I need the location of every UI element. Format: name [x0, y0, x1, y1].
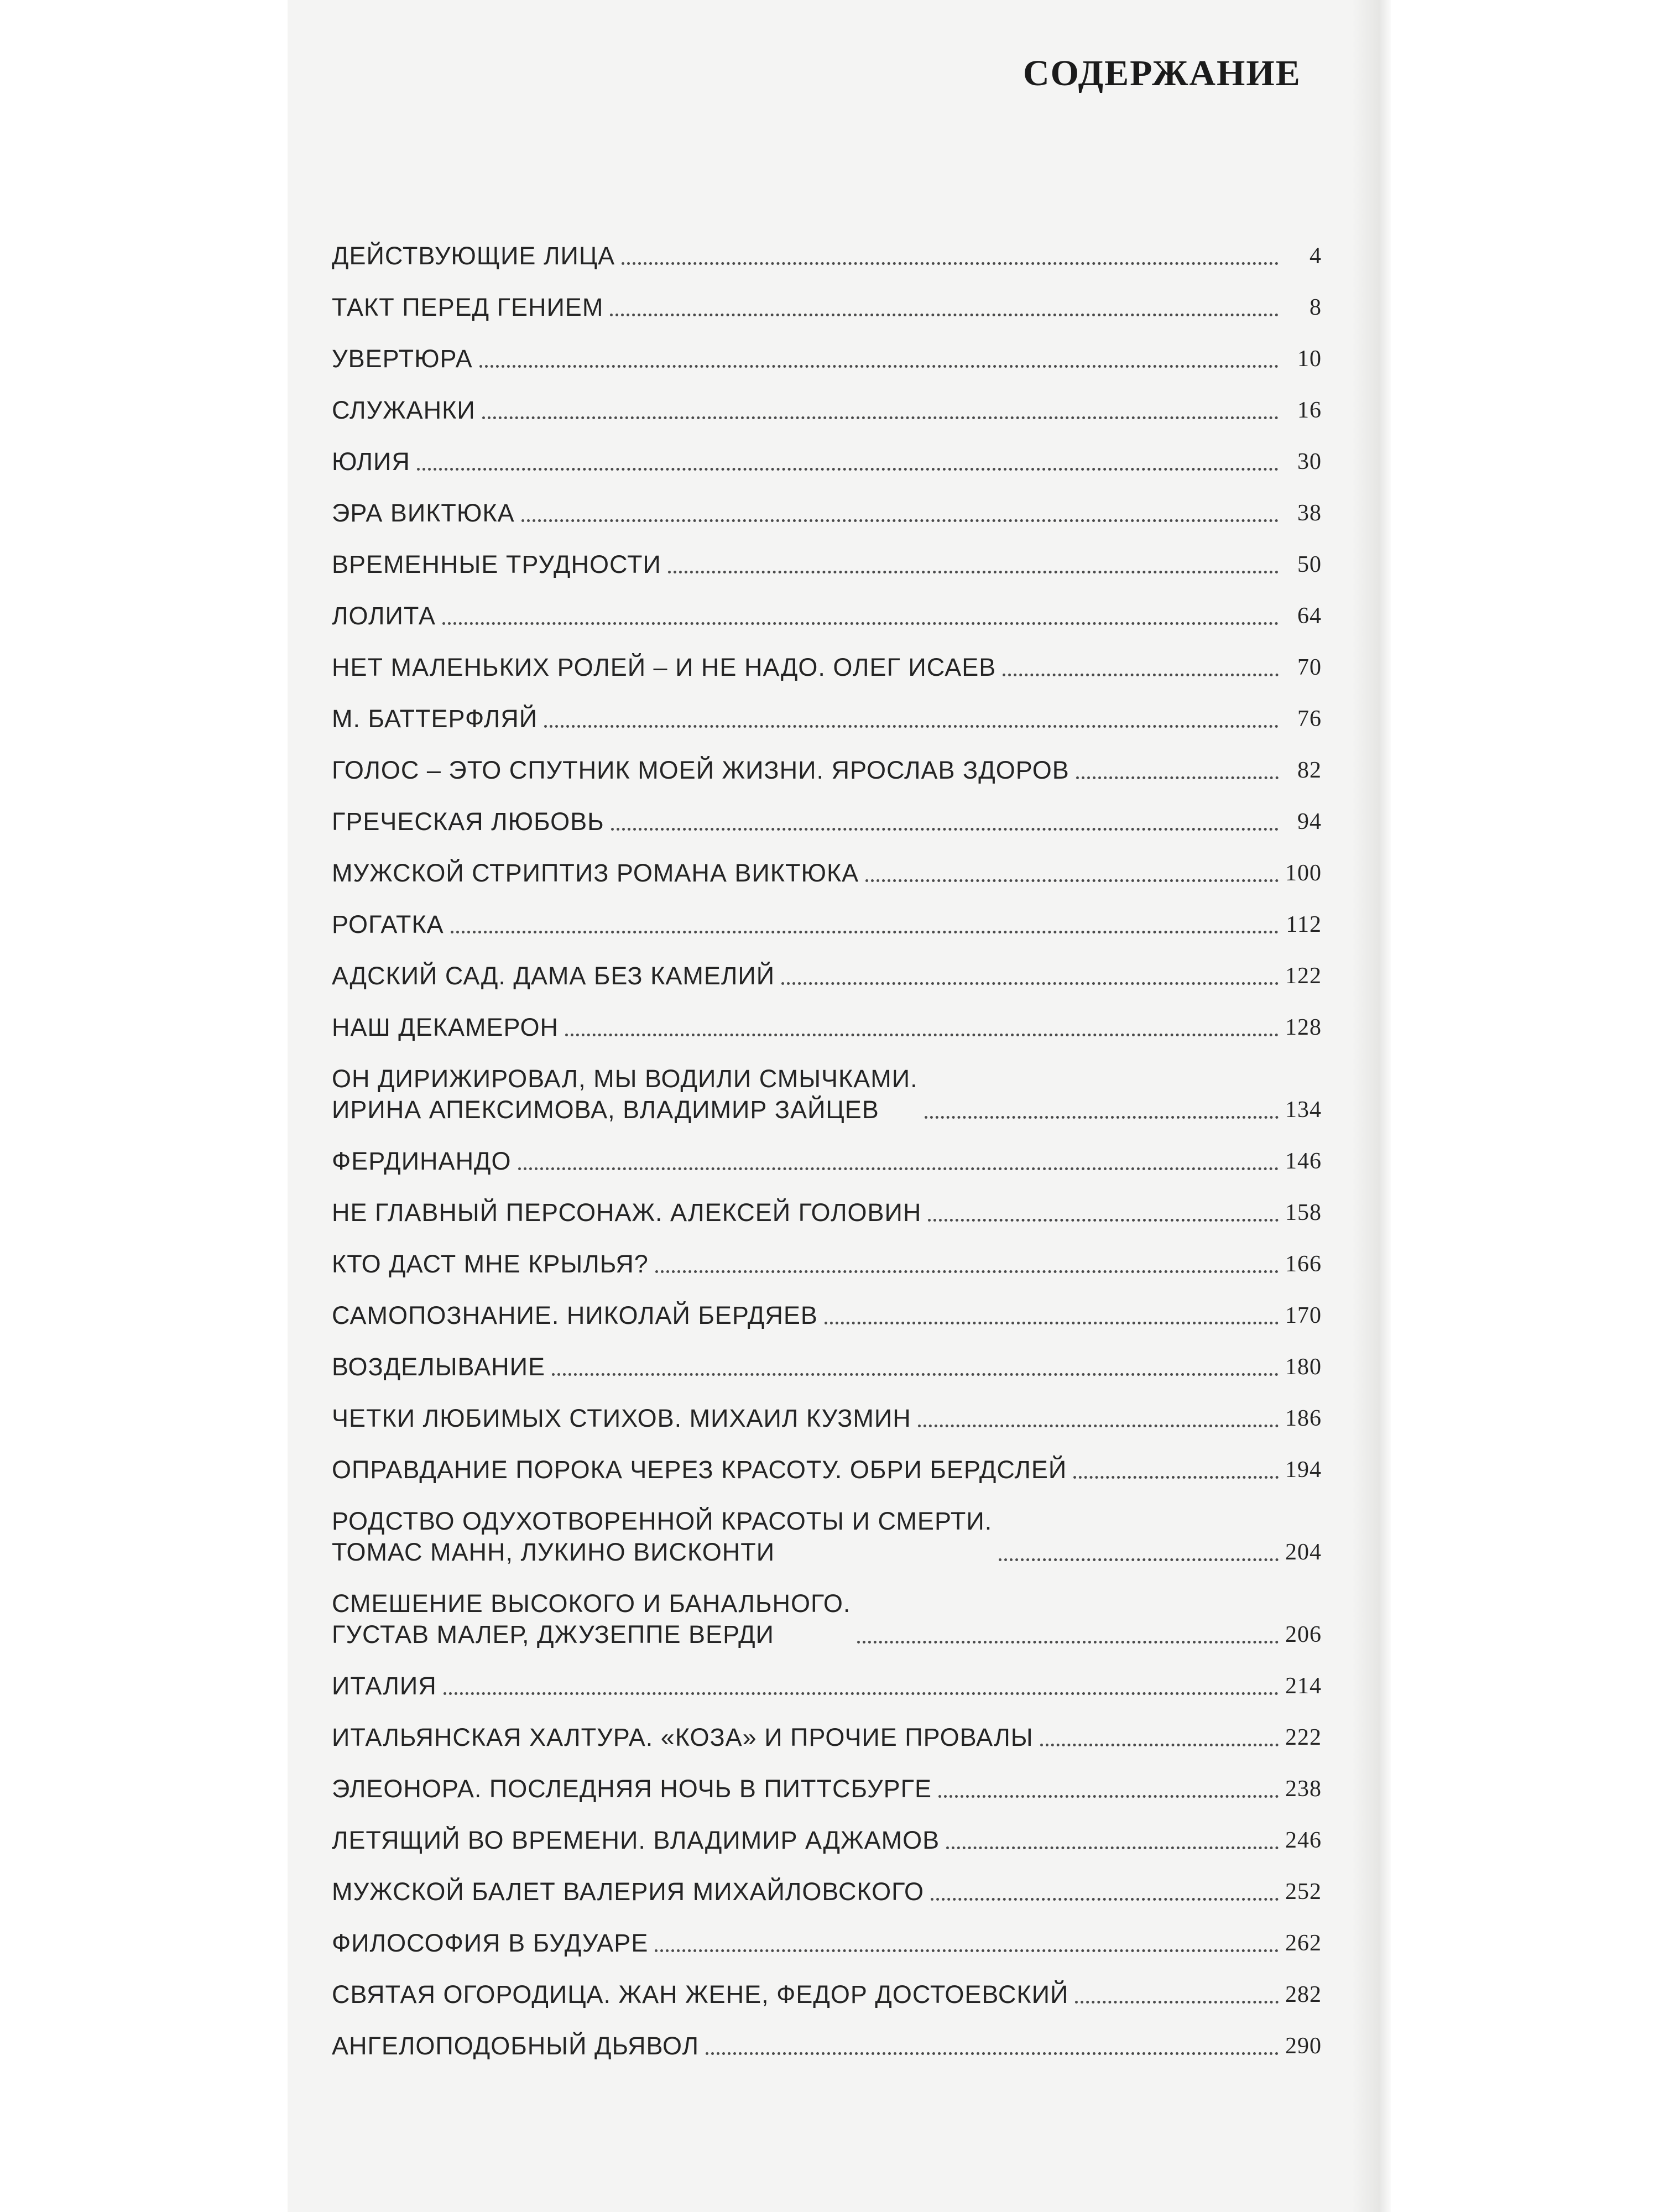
toc-entry: [332, 1434, 1322, 1485]
toc-page-number: 64: [1297, 603, 1322, 629]
dot-leader: [565, 1034, 1279, 1036]
toc-page-number: 122: [1285, 963, 1322, 989]
toc-entry-title-line: ИРИНА АПЕКСИМОВА, ВЛАДИМИР ЗАЙЦЕВ: [332, 1095, 879, 1124]
dot-leader: [442, 622, 1279, 625]
toc-entry: [332, 1177, 1322, 1228]
toc-entry-title: [332, 1773, 932, 1804]
toc-entry: [332, 992, 1322, 1043]
toc-entry: [332, 1383, 1322, 1434]
toc-entry-title: [332, 1012, 559, 1043]
toc-entry: [332, 1280, 1322, 1331]
toc-entry: [332, 580, 1322, 632]
dot-leader: [1076, 776, 1279, 779]
dot-leader: [999, 1558, 1279, 1561]
toc-entry: [332, 426, 1322, 477]
toc-page-number: 238: [1285, 1776, 1322, 1802]
toc-entry: [332, 323, 1322, 374]
toc-entry-title: [332, 1825, 940, 1856]
dot-leader: [925, 1116, 1279, 1119]
dot-leader: [706, 2052, 1279, 2055]
toc-entry-title-line: СМЕШЕНИЕ ВЫСОКОГО И БАНАЛЬНОГО.: [332, 1589, 851, 1618]
toc-page-number: 252: [1285, 1879, 1322, 1905]
toc-entry-title-line: ВОЗДЕЛЫВАНИЕ: [332, 1353, 545, 1381]
toc-page-number: 128: [1285, 1015, 1322, 1040]
toc-entry: [332, 1702, 1322, 1753]
dot-leader: [1040, 1744, 1279, 1746]
toc-entry-title-line: ЧЕТКИ ЛЮБИМЫХ СТИХОВ. МИХАИЛ КУЗМИН: [332, 1404, 911, 1432]
toc-entry-title: [332, 1249, 649, 1280]
toc-entry: [332, 940, 1322, 992]
toc-entry: [332, 683, 1322, 734]
toc-page-number: 94: [1297, 809, 1322, 834]
toc-page-number: 38: [1297, 500, 1322, 526]
toc-entry-title: [332, 703, 538, 734]
toc-page-number: 82: [1297, 758, 1322, 783]
toc-entry-title-line: ОН ДИРИЖИРОВАЛ, МЫ ВОДИЛИ СМЫЧКАМИ.: [332, 1065, 918, 1093]
toc-entry-title: [332, 961, 775, 992]
toc-entry-title: [332, 652, 996, 683]
toc-page-number: 290: [1285, 2033, 1322, 2059]
toc-page-number: 170: [1285, 1303, 1322, 1328]
dot-leader: [931, 1898, 1279, 1901]
toc-page-number: 10: [1297, 346, 1322, 372]
toc-entry-title: [332, 1197, 921, 1228]
toc-entry: [332, 477, 1322, 529]
toc-entry: [332, 1568, 1322, 1650]
dot-leader: [857, 1641, 1279, 1644]
toc-entry-title-line: СЛУЖАНКИ: [332, 396, 476, 424]
toc-entry-title-line: ЛЕТЯЩИЙ ВО ВРЕМЕНИ. ВЛАДИМИР АДЖАМОВ: [332, 1826, 940, 1854]
dot-leader: [781, 982, 1279, 985]
toc-page-number: 158: [1285, 1200, 1322, 1225]
toc-entry: [332, 1043, 1322, 1125]
toc-entry-title: [332, 909, 444, 940]
table-of-contents: [332, 220, 1322, 2062]
toc-page-number: 166: [1285, 1251, 1322, 1277]
toc-entry: [332, 632, 1322, 683]
toc-page-number: 262: [1285, 1931, 1322, 1956]
toc-entry-title-line: ГРЕЧЕСКАЯ ЛЮБОВЬ: [332, 807, 604, 836]
toc-entry: [332, 1125, 1322, 1177]
toc-entry-title-line: МУЖСКОЙ БАЛЕТ ВАЛЕРИЯ МИХАЙЛОВСКОГО: [332, 1877, 924, 1906]
toc-entry-title: [332, 1300, 818, 1331]
toc-entry-title: [332, 806, 604, 837]
toc-entry-title-line: ИТАЛИЯ: [332, 1672, 437, 1700]
toc-entry-title: [332, 1588, 851, 1650]
toc-entry: [332, 1959, 1322, 2010]
toc-page-number: 134: [1285, 1097, 1322, 1123]
dot-leader: [518, 1167, 1279, 1170]
dot-leader: [544, 725, 1279, 728]
toc-entry-title: [332, 446, 410, 477]
dot-leader: [928, 1219, 1279, 1222]
toc-entry: [332, 1485, 1322, 1568]
toc-entry-title-line: ТОМАС МАНН, ЛУКИНО ВИСКОНТИ: [332, 1538, 775, 1566]
toc-entry: [332, 374, 1322, 426]
toc-entry-title: [332, 1979, 1068, 2010]
toc-entry-title-line: РОГАТКА: [332, 910, 444, 938]
toc-entry-title-line: ГОЛОС – ЭТО СПУТНИК МОЕЙ ЖИЗНИ. ЯРОСЛАВ ЗДОРОВ: [332, 756, 1070, 784]
toc-entry-title-line: ФЕРДИНАНДО: [332, 1147, 512, 1175]
toc-entry-title-line: САМОПОЗНАНИЕ. НИКОЛАЙ БЕРДЯЕВ: [332, 1301, 818, 1329]
toc-entry: [332, 1331, 1322, 1383]
dot-leader: [825, 1322, 1279, 1324]
toc-entry: [332, 1228, 1322, 1280]
page-edge-shadow: [1352, 0, 1391, 2212]
toc-entry-title-line: УВЕРТЮРА: [332, 345, 473, 373]
dot-leader: [655, 1949, 1279, 1952]
toc-entry-title-line: НЕТ МАЛЕНЬКИХ РОЛЕЙ – И НЕ НАДО. ОЛЕГ ИСАЕВ: [332, 653, 997, 681]
toc-page-number: 100: [1285, 860, 1322, 886]
toc-entry: [332, 2010, 1322, 2062]
toc-entry-title-line: ЭРА ВИКТЮКА: [332, 499, 515, 527]
toc-page-number: 50: [1297, 552, 1322, 577]
toc-page-number: 112: [1286, 912, 1322, 937]
dot-leader: [918, 1425, 1279, 1427]
toc-entry-title: [332, 549, 661, 580]
toc-entry-title-line: ОПРАВДАНИЕ ПОРОКА ЧЕРЕЗ КРАСОТУ. ОБРИ БЕРДСЛЕЙ: [332, 1455, 1067, 1484]
toc-entry: [332, 220, 1322, 272]
dot-leader: [444, 1692, 1279, 1695]
toc-entry-title: [332, 1671, 437, 1702]
toc-entry-title-line: РОДСТВО ОДУХОТВОРЕННОЙ КРАСОТЫ И СМЕРТИ.: [332, 1507, 993, 1535]
toc-entry-title: [332, 1876, 924, 1907]
toc-entry-title: [332, 858, 859, 889]
toc-entry-title: [332, 241, 615, 272]
toc-page-number: 214: [1285, 1673, 1322, 1699]
toc-page-number: 8: [1310, 295, 1322, 320]
toc-entry-title-line: КТО ДАСТ МНЕ КРЫЛЬЯ?: [332, 1250, 649, 1278]
toc-entry-title: [332, 1928, 648, 1959]
dot-leader: [1073, 1476, 1279, 1479]
toc-entry-title: [332, 1506, 992, 1568]
toc-entry: [332, 889, 1322, 940]
toc-entry-title: [332, 498, 515, 529]
dot-leader: [479, 365, 1279, 368]
toc-page-number: 204: [1285, 1540, 1322, 1565]
toc-entry: [332, 734, 1322, 786]
toc-entry-title-line: ТАКТ ПЕРЕД ГЕНИЕМ: [332, 293, 604, 321]
toc-page-number: 180: [1285, 1354, 1322, 1380]
toc-entry: [332, 1804, 1322, 1856]
toc-entry-title-line: ЛОЛИТА: [332, 602, 436, 630]
toc-entry-title: [332, 2031, 699, 2062]
toc-entry: [332, 1753, 1322, 1804]
toc-entry-title: [332, 755, 1070, 786]
toc-entry-title-line: ЭЛЕОНОРА. ПОСЛЕДНЯЯ НОЧЬ В ПИТТСБУРГЕ: [332, 1775, 932, 1803]
toc-page-number: 76: [1297, 706, 1322, 732]
toc-entry-title-line: ИТАЛЬЯНСКАЯ ХАЛТУРА. «КОЗА» И ПРОЧИЕ ПРОВАЛЫ: [332, 1723, 1034, 1751]
toc-entry-title-line: ДЕЙСТВУЮЩИЕ ЛИЦА: [332, 242, 615, 270]
toc-entry-title: [332, 1454, 1067, 1485]
toc-page-number: 4: [1310, 243, 1322, 269]
toc-entry-title: [332, 1352, 545, 1383]
toc-page-number: 186: [1285, 1406, 1322, 1431]
dot-leader: [451, 931, 1279, 933]
toc-entry-title-line: ЮЛИЯ: [332, 447, 410, 476]
toc-entry-title: [332, 1722, 1034, 1753]
toc-entry-title-line: МУЖСКОЙ СТРИПТИЗ РОМАНА ВИКТЮКА: [332, 859, 859, 887]
dot-leader: [1003, 674, 1279, 676]
toc-entry-title-line: СВЯТАЯ ОГОРОДИЦА. ЖАН ЖЕНЕ, ФЕДОР ДОСТОЕВСКИЙ: [332, 1980, 1069, 2008]
toc-entry: [332, 272, 1322, 323]
toc-entry: [332, 529, 1322, 580]
dot-leader: [610, 314, 1279, 316]
toc-entry-title: [332, 1063, 918, 1125]
toc-entry-title-line: ВРЕМЕННЫЕ ТРУДНОСТИ: [332, 550, 661, 578]
toc-entry-title: [332, 1403, 911, 1434]
dot-leader: [946, 1846, 1279, 1849]
toc-page-number: 194: [1285, 1457, 1322, 1483]
dot-leader: [668, 571, 1279, 573]
dot-leader: [622, 262, 1279, 265]
toc-entry-title-line: ФИЛОСОФИЯ В БУДУАРЕ: [332, 1929, 649, 1957]
dot-leader: [938, 1795, 1279, 1798]
toc-page-number: 30: [1297, 449, 1322, 474]
toc-entry-title-line: АДСКИЙ САД. ДАМА БЕЗ КАМЕЛИЙ: [332, 962, 775, 990]
toc-entry: [332, 1907, 1322, 1959]
toc-entry: [332, 786, 1322, 837]
page-title: СОДЕРЖАНИЕ: [1023, 53, 1301, 93]
dot-leader: [482, 416, 1279, 419]
dot-leader: [521, 519, 1279, 522]
toc-entry: [332, 1650, 1322, 1702]
toc-entry-title: [332, 395, 476, 426]
dot-leader: [417, 468, 1279, 471]
toc-entry-title-line: М. БАТТЕРФЛЯЙ: [332, 705, 538, 733]
toc-page-number: 282: [1285, 1982, 1322, 2007]
toc-page-number: 146: [1285, 1149, 1322, 1174]
dot-leader: [611, 828, 1279, 831]
dot-leader: [552, 1373, 1279, 1376]
toc-entry-title: [332, 343, 473, 374]
toc-entry: [332, 837, 1322, 889]
toc-page-number: 222: [1285, 1725, 1322, 1750]
toc-page-number: 16: [1297, 398, 1322, 423]
toc-entry: [332, 1856, 1322, 1907]
dot-leader: [1075, 2001, 1279, 2004]
toc-page-number: 246: [1285, 1828, 1322, 1853]
dot-leader: [865, 879, 1279, 882]
toc-entry-title: [332, 292, 603, 323]
toc-entry-title-line: НЕ ГЛАВНЫЙ ПЕРСОНАЖ. АЛЕКСЕЙ ГОЛОВИН: [332, 1198, 922, 1227]
toc-entry-title-line: НАШ ДЕКАМЕРОН: [332, 1013, 559, 1041]
toc-page-number: 70: [1297, 655, 1322, 680]
toc-entry-title: [332, 601, 436, 632]
toc-entry-title-line: ГУСТАВ МАЛЕР, ДЖУЗЕППЕ ВЕРДИ: [332, 1620, 774, 1648]
toc-page-number: 206: [1285, 1622, 1322, 1647]
dot-leader: [655, 1270, 1279, 1273]
toc-entry-title-line: АНГЕЛОПОДОБНЫЙ ДЬЯВОЛ: [332, 2032, 700, 2060]
toc-entry-title: [332, 1146, 512, 1177]
